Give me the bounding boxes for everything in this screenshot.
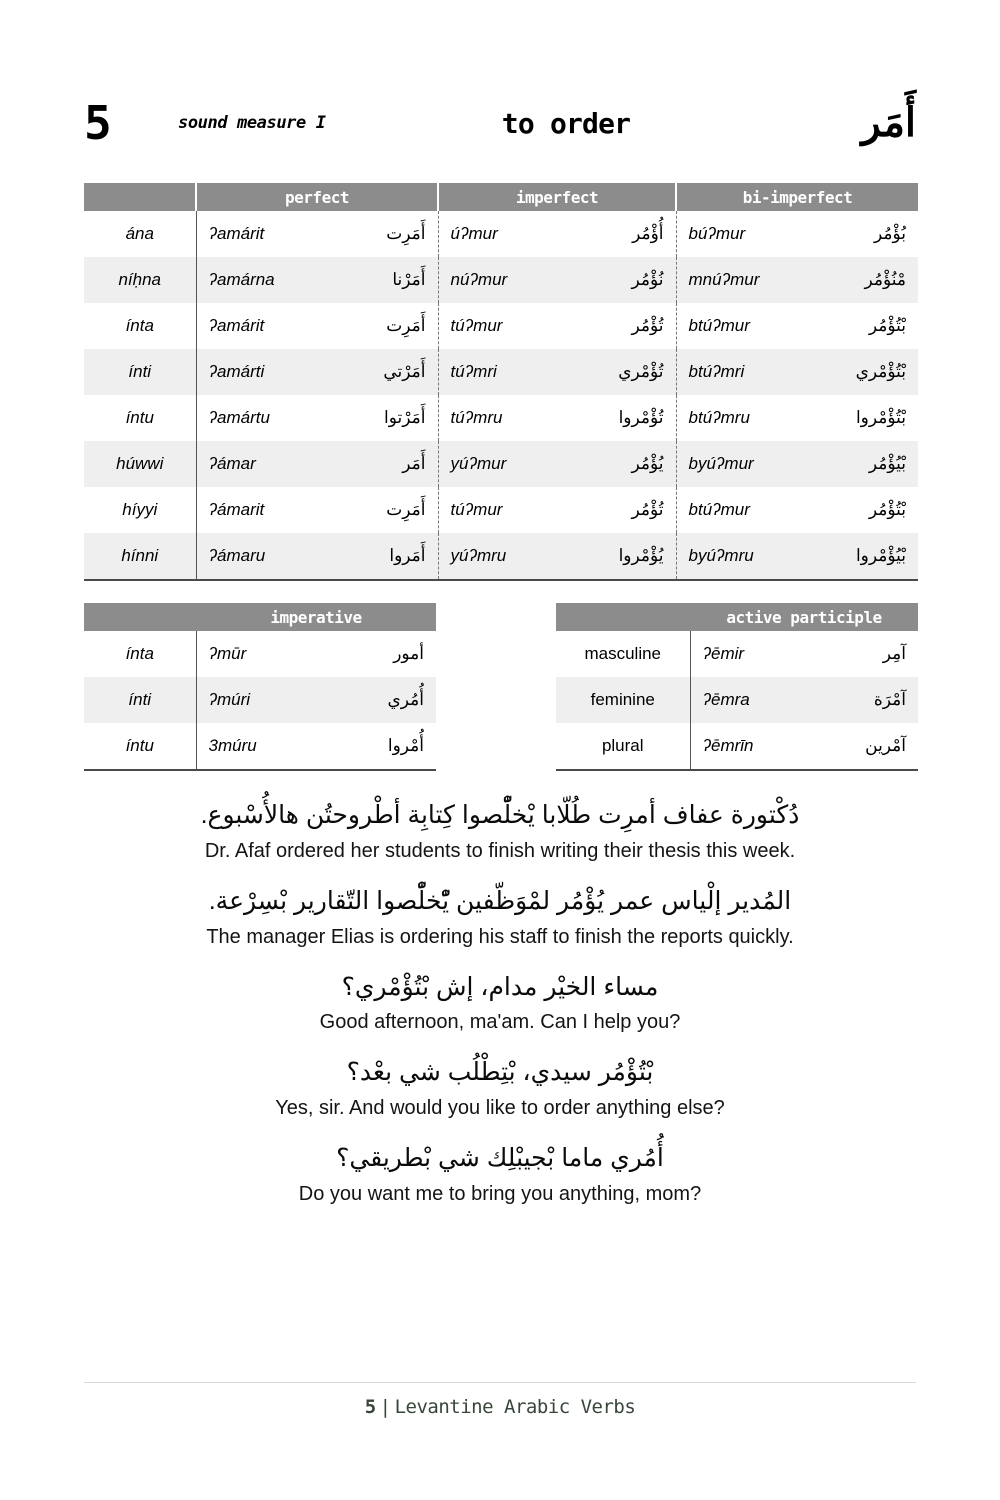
cell-imperative-arabic: أمور xyxy=(328,631,436,677)
table-header-row xyxy=(84,183,918,211)
cell-bi-imperfect-translit: búʔmur xyxy=(676,211,806,257)
table-row xyxy=(84,441,918,487)
table-row xyxy=(84,487,918,533)
cell-bi-imperfect-translit: btúʔmru xyxy=(676,395,806,441)
cell-perfect-arabic: أَمَرْتي xyxy=(326,349,438,395)
table-row xyxy=(556,677,918,723)
cell-bi-imperfect-arabic: بْتُؤْمْروا xyxy=(806,395,918,441)
example-english: The manager Elias is ordering his staff to finish the reports quickly. xyxy=(206,925,794,948)
cell-bi-imperfect-arabic: بْيُؤْمُر xyxy=(806,441,918,487)
participle-col-header-blank xyxy=(556,603,690,631)
cell-bi-imperfect-translit: btúʔmur xyxy=(676,487,806,533)
imperative-col-header-blank xyxy=(84,603,196,631)
cell-pronoun: níḥna xyxy=(84,257,196,303)
example-item xyxy=(60,882,940,952)
example-english: Do you want me to bring you anything, mom? xyxy=(298,1182,702,1205)
cell-imperfect-arabic: نُؤْمُر xyxy=(566,257,676,303)
cell-pronoun: hínni xyxy=(84,533,196,580)
cell-perfect-translit: ʔamárit xyxy=(196,303,326,349)
participle-col-header: active participle xyxy=(690,603,918,631)
cell-imperative-translit: ʔmūr xyxy=(196,631,328,677)
example-arabic: المُدير إلْياس عمر يُؤْمُر لمْوَظّفين يّْخلّْصوا التّقارير بْسِرْعة. xyxy=(208,886,792,915)
example-item xyxy=(60,968,940,1038)
cell-participle-arabic: آمْرين xyxy=(812,723,918,770)
cell-imperfect-arabic: أُؤْمُر xyxy=(566,211,676,257)
cell-gender-label: plural xyxy=(556,723,690,770)
verb-number: 5 xyxy=(84,96,111,150)
verb-arabic-root: أَمَر xyxy=(861,101,916,145)
table-row xyxy=(84,533,918,580)
cell-perfect-translit: ʔamárna xyxy=(196,257,326,303)
cell-imperfect-arabic: تُؤْمْروا xyxy=(566,395,676,441)
example-sentences xyxy=(60,796,940,1225)
example-item xyxy=(60,1139,940,1209)
cell-participle-translit: ʔēmra xyxy=(690,677,812,723)
example-arabic: بْتُؤْمُر سيدي، بْتِطْلُب شي بعْد؟ xyxy=(346,1058,654,1087)
verb-meaning: to order xyxy=(501,106,631,140)
cell-participle-translit: ʔēmrīn xyxy=(690,723,812,770)
active-participle-table xyxy=(556,603,918,771)
table-header-row xyxy=(556,603,918,631)
imperative-col-header: imperative xyxy=(196,603,436,631)
col-header-bi-imperfect: bi-imperfect xyxy=(676,183,918,211)
cell-perfect-translit: ʔámar xyxy=(196,441,326,487)
cell-pronoun: ínta xyxy=(84,631,196,677)
cell-bi-imperfect-translit: byúʔmur xyxy=(676,441,806,487)
imperative-table xyxy=(84,603,436,771)
imperative-table-body xyxy=(84,631,436,770)
cell-perfect-arabic: أَمَرْنا xyxy=(326,257,438,303)
imperative-table-head xyxy=(84,603,436,631)
cell-pronoun: íntu xyxy=(84,395,196,441)
cell-pronoun: híyyi xyxy=(84,487,196,533)
cell-perfect-translit: ʔamárit xyxy=(196,211,326,257)
cell-bi-imperfect-arabic: بُؤْمُر xyxy=(806,211,918,257)
cell-bi-imperfect-translit: btúʔmur xyxy=(676,303,806,349)
cell-bi-imperfect-arabic: بْتُؤْمُر xyxy=(806,303,918,349)
cell-imperfect-translit: túʔmur xyxy=(438,487,566,533)
cell-pronoun: íntu xyxy=(84,723,196,770)
table-row xyxy=(84,723,436,770)
footer-book-title: Levantine Arabic Verbs xyxy=(394,1396,636,1418)
cell-bi-imperfect-translit: byúʔmru xyxy=(676,533,806,580)
cell-imperfect-translit: yúʔmru xyxy=(438,533,566,580)
table-row xyxy=(84,631,436,677)
cell-perfect-arabic: أَمَرِت xyxy=(326,487,438,533)
cell-imperfect-arabic: يُؤْمْروا xyxy=(566,533,676,580)
cell-imperfect-translit: túʔmri xyxy=(438,349,566,395)
cell-bi-imperfect-translit: btúʔmri xyxy=(676,349,806,395)
cell-pronoun: ínta xyxy=(84,303,196,349)
conjugation-table-head xyxy=(84,183,918,211)
cell-imperfect-arabic: يُؤْمُر xyxy=(566,441,676,487)
verb-type-label: sound measure I xyxy=(178,113,326,133)
example-english: Dr. Afaf ordered her students to finish writing their thesis this week. xyxy=(204,839,796,862)
footer-inner xyxy=(365,1396,636,1418)
cell-imperfect-arabic: تُؤْمُر xyxy=(566,487,676,533)
example-english: Good afternoon, ma'am. Can I help you? xyxy=(319,1011,681,1034)
table-row xyxy=(556,631,918,677)
cell-pronoun: ínti xyxy=(84,677,196,723)
cell-perfect-arabic: أَمَروا xyxy=(326,533,438,580)
col-header-perfect: perfect xyxy=(196,183,438,211)
cell-perfect-arabic: أَمَرِت xyxy=(326,211,438,257)
table-row xyxy=(84,677,436,723)
cell-imperfect-translit: úʔmur xyxy=(438,211,566,257)
table-header-row xyxy=(84,603,436,631)
example-item xyxy=(60,1053,940,1123)
cell-perfect-translit: ʔamártu xyxy=(196,395,326,441)
cell-imperfect-translit: túʔmru xyxy=(438,395,566,441)
cell-bi-imperfect-arabic: مْنُؤْمُر xyxy=(806,257,918,303)
example-arabic: مساء الخيْر مدام، إش بْتُؤْمْري؟ xyxy=(341,972,659,1001)
cell-imperative-arabic: أُمُري xyxy=(328,677,436,723)
table-row xyxy=(84,211,918,257)
footer-page-number: 5 xyxy=(364,1396,376,1418)
cell-participle-translit: ʔēmir xyxy=(690,631,812,677)
cell-gender-label: masculine xyxy=(556,631,690,677)
cell-bi-imperfect-arabic: بْتُؤْمُر xyxy=(806,487,918,533)
cell-imperfect-translit: núʔmur xyxy=(438,257,566,303)
page-footer xyxy=(84,1382,916,1418)
table-row xyxy=(84,395,918,441)
cell-perfect-translit: ʔamárti xyxy=(196,349,326,395)
page-header xyxy=(84,88,916,158)
cell-perfect-translit: ʔámaru xyxy=(196,533,326,580)
example-arabic: أُمُري ماما بْجيبْلِك شي بْطريقي؟ xyxy=(336,1144,664,1172)
cell-bi-imperfect-translit: mnúʔmur xyxy=(676,257,806,303)
cell-perfect-arabic: أَمَرِت xyxy=(326,303,438,349)
cell-imperfect-translit: túʔmur xyxy=(438,303,566,349)
cell-perfect-arabic: أَمَرْتوا xyxy=(326,395,438,441)
cell-bi-imperfect-arabic: بْتُؤْمْري xyxy=(806,349,918,395)
cell-perfect-arabic: أَمَر xyxy=(326,441,438,487)
conjugation-table xyxy=(84,183,918,581)
cell-gender-label: feminine xyxy=(556,677,690,723)
table-row xyxy=(84,257,918,303)
cell-imperative-translit: 3múru xyxy=(196,723,328,770)
table-row xyxy=(556,723,918,770)
example-english: Yes, sir. And would you like to order anything else? xyxy=(275,1097,725,1119)
participle-table-head xyxy=(556,603,918,631)
cell-imperfect-translit: yúʔmur xyxy=(438,441,566,487)
cell-pronoun: húwwi xyxy=(84,441,196,487)
cell-participle-arabic: آمْرَة xyxy=(812,677,918,723)
participle-table-body xyxy=(556,631,918,770)
cell-participle-arabic: آمِر xyxy=(812,631,918,677)
cell-perfect-translit: ʔámarit xyxy=(196,487,326,533)
cell-imperfect-arabic: تُؤْمُر xyxy=(566,303,676,349)
cell-imperfect-arabic: تُؤْمْري xyxy=(566,349,676,395)
col-header-pronoun xyxy=(84,183,196,211)
cell-pronoun: ána xyxy=(84,211,196,257)
example-arabic: دُكْتورة عفاف أمرِت طُلّابا يْخلّْصوا كِتابِة أطْروحتُن هالأُسْبوع. xyxy=(200,801,800,829)
cell-bi-imperfect-arabic: بْيُؤْمْروا xyxy=(806,533,918,580)
col-header-imperfect: imperfect xyxy=(438,183,676,211)
table-row xyxy=(84,349,918,395)
cell-imperative-translit: ʔmúri xyxy=(196,677,328,723)
cell-pronoun: ínti xyxy=(84,349,196,395)
footer-separator: | xyxy=(379,1396,391,1418)
cell-imperative-arabic: أُمْروا xyxy=(328,723,436,770)
table-row xyxy=(84,303,918,349)
conjugation-table-body xyxy=(84,211,918,580)
example-item xyxy=(60,796,940,866)
